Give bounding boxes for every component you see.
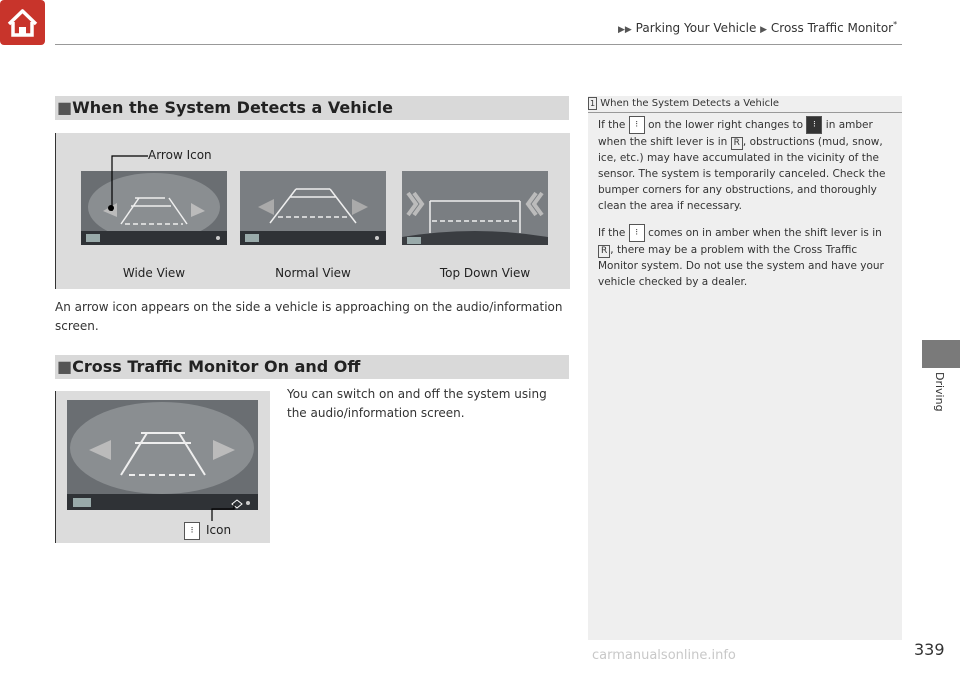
section-heading-text: Cross Traffic Monitor On and Off (72, 357, 361, 376)
shift-r-key: R (731, 137, 743, 150)
header-rule (55, 44, 902, 45)
note-text-span: , obstructions (mud, snow, ice, etc.) may have accumulated in the vicinity of the sensor. The system is temporarily canceled. Check the bumper corners for any obstructions, and thoroughly clean the area if necessary. (598, 136, 886, 212)
caption-top-down-view: Top Down View (439, 266, 531, 280)
side-note-title (588, 97, 779, 110)
home-button[interactable] (0, 0, 45, 45)
section1-paragraph: An arrow icon appears on the side a vehicle is approaching on the audio/information screen. (55, 300, 563, 333)
system-icon-figure (55, 391, 270, 543)
section2-paragraph-line: You can switch on and off the system using (287, 387, 547, 401)
watermark-text: carmanualsonline.info (592, 648, 736, 663)
side-note-title-text: When the System Detects a Vehicle (600, 98, 780, 109)
note-text-span: on the lower right changes to (648, 119, 804, 131)
square-bullet-icon: ■ (57, 98, 73, 117)
views-figure (55, 133, 570, 289)
section2-paragraph-line: the audio/information screen. (287, 406, 465, 420)
breadcrumb-arrow-icon: ▶▶ (618, 25, 632, 35)
note-paragraph-2 (598, 224, 894, 290)
note-text-span: If the (598, 119, 626, 131)
arrow-icon-label: Arrow Icon (148, 148, 212, 162)
cross-traffic-warning-icon: ⁝ (629, 224, 645, 242)
section2-paragraph (287, 385, 569, 423)
icon-label: Icon (206, 523, 232, 537)
cross-traffic-icon: ⁝ (629, 116, 645, 134)
note-text-span: in amber when the shift lever is in (598, 119, 873, 148)
home-icon (0, 0, 45, 45)
asterisk: * (893, 20, 898, 29)
note-text-span: , there may be a problem with the Cross Traffic Monitor system. Do not use the system and have your vehicle checked by a dealer. (598, 244, 884, 288)
section-heading-text: When the System Detects a Vehicle (72, 98, 393, 117)
side-note-rule (588, 112, 902, 113)
note-paragraph-1 (598, 116, 894, 214)
caption-normal-view: Normal View (275, 266, 351, 280)
section-heading-on-off (55, 355, 569, 379)
cross-traffic-icon: ⁝ (184, 522, 200, 540)
cross-traffic-off-icon: ⁝ (806, 116, 822, 134)
breadcrumb-link-parking[interactable]: Parking Your Vehicle (635, 21, 757, 35)
shift-r-key: R (598, 245, 610, 258)
side-note-text (598, 116, 894, 290)
breadcrumb-arrow-icon: ▶ (760, 25, 768, 35)
chapter-tab-label: Driving (933, 372, 946, 412)
page-number: 339 (914, 640, 945, 659)
breadcrumb (618, 20, 897, 35)
note-text-span: comes on in amber when the shift lever is in (648, 227, 882, 239)
breadcrumb-current: Cross Traffic Monitor (770, 21, 894, 35)
chapter-tab[interactable] (922, 340, 960, 368)
icon-callout-line (56, 391, 270, 543)
note-text-span: If the (598, 227, 626, 239)
square-bullet-icon: ■ (57, 357, 73, 376)
section-heading-detects (55, 96, 569, 120)
caption-wide-view: Wide View (122, 266, 186, 280)
note-marker-icon: 1 (590, 99, 596, 108)
